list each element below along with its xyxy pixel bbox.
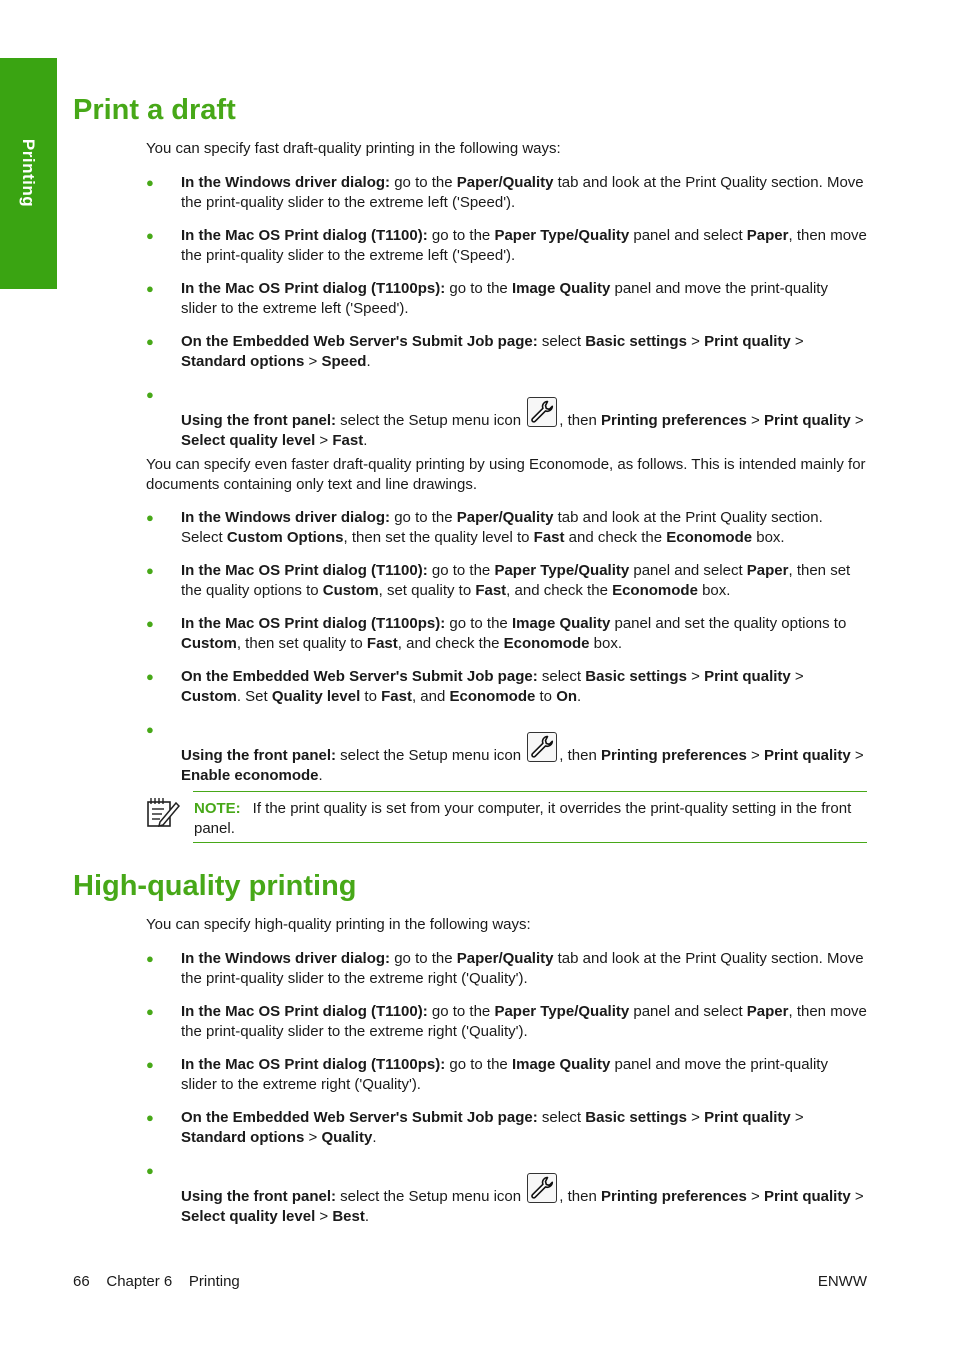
list-text: select the Setup menu icon — [336, 1188, 526, 1205]
bold-term: Paper/Quality — [456, 509, 554, 526]
list-item — [146, 561, 867, 600]
list-text: panel and set the quality options to — [610, 615, 847, 632]
list-text: panel and move the print-quality slider to the extreme right ('Quality'). — [181, 1056, 828, 1093]
list-text: . — [364, 1207, 370, 1225]
list-text: > — [790, 333, 804, 350]
bold-term: Image Quality — [511, 615, 611, 632]
list-text: > — [686, 668, 705, 685]
list-text: , then — [559, 412, 601, 429]
bullet-icon: ● — [146, 1163, 154, 1178]
bold-term: Paper — [746, 227, 789, 244]
bold-term: Select quality level — [181, 431, 316, 449]
list-text: go to the — [390, 509, 457, 526]
note-bottom-rule — [193, 842, 867, 843]
list-text: > — [315, 431, 333, 449]
note-top-rule — [193, 791, 867, 792]
list-text: , set quality to — [378, 581, 476, 599]
list-text: . Set — [236, 687, 272, 705]
note-icon — [146, 795, 180, 834]
wrench-icon — [527, 732, 557, 762]
list-item — [146, 173, 867, 212]
bold-term: Custom Options — [226, 528, 344, 546]
bullet-icon: ● — [146, 175, 154, 190]
list-text: panel and select — [629, 562, 747, 579]
list-text: select — [537, 333, 586, 350]
bold-term: On the Embedded Web Server's Submit Job page: — [181, 1109, 538, 1126]
list-text: > — [315, 1207, 333, 1225]
bold-term: Paper/Quality — [456, 950, 554, 967]
page-number: 66 — [73, 1273, 90, 1290]
bullet-icon: ● — [146, 563, 154, 578]
bold-term: Using the front panel: — [181, 412, 336, 429]
list-text: , then move the print-quality slider to the extreme right ('Quality'). — [181, 1003, 867, 1040]
list-text: panel and select — [629, 1003, 747, 1020]
footer-code: ENWW — [817, 1273, 867, 1290]
bullet-icon: ● — [146, 1057, 154, 1072]
list-text: > — [304, 1128, 322, 1146]
list-item — [146, 667, 867, 706]
bold-term: Economode — [666, 528, 753, 546]
bold-term: Basic settings — [585, 333, 687, 350]
bullet-icon: ● — [146, 1110, 154, 1125]
bold-term: Fast — [533, 528, 565, 546]
bold-term: Economode — [503, 634, 590, 652]
wrench-icon — [527, 397, 557, 427]
list-text: go to the — [445, 280, 512, 297]
bullet-icon: ● — [146, 669, 154, 684]
high-intro: You can specify high-quality printing in the following ways: — [146, 916, 531, 933]
bold-term: Print quality — [704, 333, 791, 350]
economode-list — [146, 508, 867, 799]
list-text: and check the — [564, 528, 667, 546]
bold-term: Fast — [366, 634, 398, 652]
bold-term: Custom — [181, 687, 237, 705]
list-text: box. — [697, 581, 731, 599]
bullet-icon: ● — [146, 1004, 154, 1019]
list-text: > — [850, 412, 864, 429]
bold-term: Paper/Quality — [456, 174, 554, 191]
list-text: go to the — [445, 615, 512, 632]
list-item — [146, 385, 867, 450]
bullet-icon: ● — [146, 387, 154, 402]
list-text: , then set the quality level to — [343, 528, 534, 546]
bold-term: In the Mac OS Print dialog (T1100): — [181, 1003, 428, 1020]
list-text: , then set quality to — [236, 634, 367, 652]
footer-chapter: Chapter 6 — [106, 1273, 173, 1290]
heading-high-quality-printing: High-quality printing — [73, 870, 357, 902]
list-text: box. — [589, 634, 623, 652]
list-item — [146, 720, 867, 785]
list-item — [146, 1108, 867, 1147]
heading-print-a-draft: Print a draft — [73, 94, 236, 126]
list-text: select — [537, 668, 586, 685]
bullet-icon: ● — [146, 616, 154, 631]
list-text: > — [850, 1188, 864, 1205]
list-item — [146, 508, 867, 547]
list-item — [146, 1055, 867, 1094]
list-item — [146, 332, 867, 371]
bold-term: Economode — [612, 581, 698, 599]
list-text: select the Setup menu icon — [336, 412, 526, 429]
note-body: If the print quality is set from your computer, it overrides the print-quality setting in the front panel. — [194, 800, 852, 837]
list-text: . — [577, 687, 582, 705]
list-text: panel and move the print-quality slider to the extreme left ('Speed'). — [181, 280, 828, 317]
list-text: , and check the — [397, 634, 504, 652]
bold-term: Printing preferences — [600, 747, 747, 764]
list-text: go to the — [390, 950, 457, 967]
draft-list — [146, 173, 867, 464]
list-item — [146, 1002, 867, 1041]
footer-section: Printing — [188, 1273, 240, 1290]
bold-term: Image Quality — [511, 280, 611, 297]
bullet-icon: ● — [146, 281, 154, 296]
list-text: go to the — [427, 562, 495, 579]
bold-term: In the Windows driver dialog: — [181, 509, 391, 526]
list-text: to — [360, 687, 382, 705]
bold-term: Fast — [475, 581, 507, 599]
bold-term: Paper Type/Quality — [494, 227, 630, 244]
bold-term: Basic settings — [585, 668, 687, 685]
bold-term: Paper Type/Quality — [494, 1003, 630, 1020]
list-text: > — [746, 747, 764, 764]
bold-term: Print quality — [704, 668, 791, 685]
bold-term: On — [556, 687, 578, 705]
bold-term: Custom — [181, 634, 237, 652]
bold-term: Fast — [381, 687, 412, 705]
footer-left — [73, 1273, 240, 1291]
bold-term: Speed — [321, 352, 367, 370]
wrench-icon — [527, 1173, 557, 1203]
draft-economode-intro: You can specify even faster draft-quality printing by using Economode, as follows. This is intended mainly for documents containing only text and line drawings. — [146, 456, 866, 493]
bullet-icon: ● — [146, 722, 154, 737]
list-text: go to the — [445, 1056, 512, 1073]
list-text: , then move the print-quality slider to the extreme left ('Speed'). — [181, 227, 867, 264]
bold-term: In the Windows driver dialog: — [181, 174, 391, 191]
bold-term: Image Quality — [511, 1056, 611, 1073]
bold-term: Print quality — [763, 1188, 851, 1205]
draft-intro: You can specify fast draft-quality printing in the following ways: — [146, 140, 561, 157]
list-text: > — [850, 747, 864, 764]
side-tab-label: Printing — [19, 138, 38, 208]
bold-term: Basic settings — [585, 1109, 687, 1126]
list-text: select — [537, 1109, 586, 1126]
bold-term: Paper Type/Quality — [494, 562, 630, 579]
bold-term: Using the front panel: — [181, 1188, 336, 1205]
list-text: tab and look at the Print Quality section. Select — [181, 509, 823, 546]
bold-term: In the Mac OS Print dialog (T1100ps): — [181, 280, 446, 297]
list-text: > — [304, 352, 322, 370]
list-text: box. — [752, 528, 785, 546]
bold-term: In the Mac OS Print dialog (T1100ps): — [181, 1056, 446, 1073]
list-text: tab and look at the Print Quality section. Move the print-quality slider to the extreme right ('Quality'). — [181, 950, 864, 987]
list-text: > — [790, 668, 804, 685]
bold-term: Select quality level — [181, 1207, 316, 1225]
list-text: , and — [411, 687, 450, 705]
list-text: , then — [559, 1188, 601, 1205]
list-text: go to the — [427, 227, 495, 244]
bold-term: Print quality — [763, 412, 851, 429]
bold-term: Paper — [746, 1003, 789, 1020]
bold-term: Standard options — [181, 1128, 305, 1146]
list-item — [146, 949, 867, 988]
bold-term: In the Windows driver dialog: — [181, 950, 391, 967]
list-text: > — [686, 333, 705, 350]
list-item — [146, 614, 867, 653]
bullet-icon: ● — [146, 228, 154, 243]
bullet-icon: ● — [146, 334, 154, 349]
note-box — [146, 791, 867, 843]
note-text — [194, 799, 866, 838]
bold-term: On the Embedded Web Server's Submit Job page: — [181, 333, 538, 350]
high-quality-list — [146, 949, 867, 1240]
bold-term: Fast — [332, 431, 364, 449]
bold-term: Quality — [321, 1128, 373, 1146]
list-text: , then set the quality options to — [181, 562, 851, 599]
list-item — [146, 226, 867, 265]
bold-term: Economode — [449, 687, 536, 705]
list-text: . — [363, 431, 368, 449]
bold-term: Using the front panel: — [181, 747, 336, 764]
list-text: panel and select — [629, 227, 747, 244]
list-text: , then — [559, 747, 601, 764]
list-text: go to the — [427, 1003, 495, 1020]
list-text: to — [535, 687, 557, 705]
list-text: tab and look at the Print Quality section. Move the print-quality slider to the extreme left ('Speed'). — [181, 174, 864, 211]
bold-term: Standard options — [181, 352, 305, 370]
list-text: , and check the — [506, 581, 613, 599]
list-text: . — [318, 766, 323, 784]
bold-term: In the Mac OS Print dialog (T1100): — [181, 227, 428, 244]
bold-term: Print quality — [704, 1109, 791, 1126]
side-section-tab — [0, 58, 57, 289]
bold-term: Enable economode — [181, 766, 319, 784]
bold-term: Printing preferences — [600, 1188, 747, 1205]
list-text: . — [366, 352, 371, 370]
bold-term: Paper — [746, 562, 789, 579]
bold-term: Best — [332, 1207, 365, 1225]
list-text: > — [746, 1188, 764, 1205]
list-text: go to the — [390, 174, 457, 191]
list-text: select the Setup menu icon — [336, 747, 526, 764]
bold-term: On the Embedded Web Server's Submit Job page: — [181, 668, 538, 685]
bold-term: Custom — [322, 581, 379, 599]
list-item — [146, 1161, 867, 1226]
note-label: NOTE: — [194, 800, 241, 817]
list-text: > — [790, 1109, 804, 1126]
bullet-icon: ● — [146, 951, 154, 966]
bullet-icon: ● — [146, 510, 154, 525]
bold-term: In the Mac OS Print dialog (T1100): — [181, 562, 428, 579]
list-item — [146, 279, 867, 318]
list-text: > — [746, 412, 764, 429]
bold-term: Quality level — [271, 687, 361, 705]
bold-term: Print quality — [763, 747, 851, 764]
bold-term: Printing preferences — [600, 412, 747, 429]
list-text: > — [686, 1109, 705, 1126]
bold-term: In the Mac OS Print dialog (T1100ps): — [181, 615, 446, 632]
list-text: . — [372, 1128, 377, 1146]
